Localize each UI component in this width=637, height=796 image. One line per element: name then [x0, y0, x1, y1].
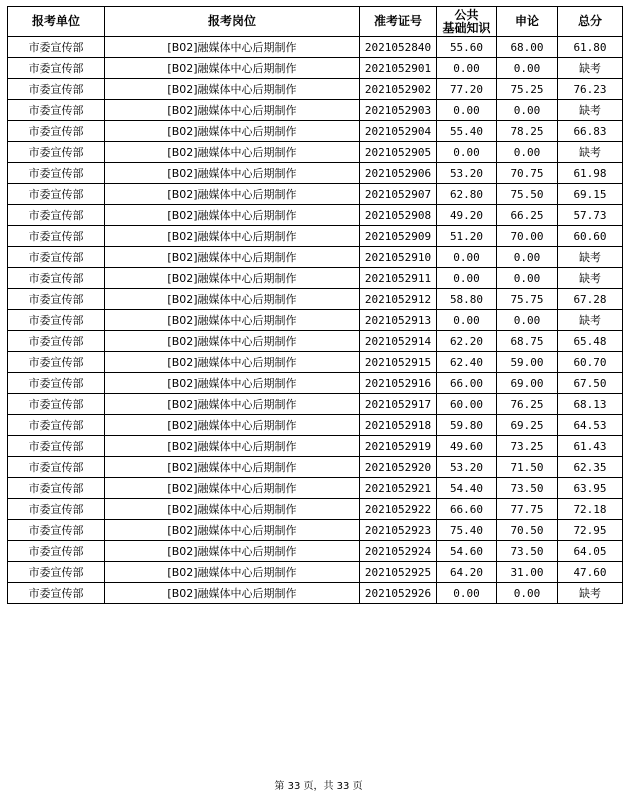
cell-basic-knowledge: 66.00 [437, 373, 497, 394]
cell-post: [B02]融媒体中心后期制作 [105, 541, 360, 562]
cell-unit: 市委宣传部 [8, 58, 105, 79]
cell-total: 64.53 [558, 415, 623, 436]
cell-exam-number: 2021052840 [360, 37, 437, 58]
table-row [8, 541, 623, 562]
table-row [8, 79, 623, 100]
cell-exam-number: 2021052910 [360, 247, 437, 268]
cell-total: 缺考 [558, 100, 623, 121]
cell-basic-knowledge: 0.00 [437, 100, 497, 121]
table-row [8, 121, 623, 142]
table-row [8, 247, 623, 268]
cell-essay: 0.00 [497, 583, 558, 604]
cell-exam-number: 2021052906 [360, 163, 437, 184]
cell-post: [B02]融媒体中心后期制作 [105, 352, 360, 373]
cell-basic-knowledge: 62.20 [437, 331, 497, 352]
cell-total: 缺考 [558, 310, 623, 331]
cell-exam-number: 2021052915 [360, 352, 437, 373]
cell-unit: 市委宣传部 [8, 478, 105, 499]
cell-unit: 市委宣传部 [8, 100, 105, 121]
cell-basic-knowledge: 55.40 [437, 121, 497, 142]
cell-essay: 73.50 [497, 478, 558, 499]
cell-exam-number: 2021052905 [360, 142, 437, 163]
cell-total: 61.98 [558, 163, 623, 184]
table-row [8, 373, 623, 394]
cell-basic-knowledge: 75.40 [437, 520, 497, 541]
cell-exam-number: 2021052916 [360, 373, 437, 394]
cell-total: 60.70 [558, 352, 623, 373]
cell-post: [B02]融媒体中心后期制作 [105, 394, 360, 415]
cell-essay: 73.25 [497, 436, 558, 457]
cell-essay: 70.75 [497, 163, 558, 184]
cell-exam-number: 2021052925 [360, 562, 437, 583]
cell-exam-number: 2021052911 [360, 268, 437, 289]
cell-basic-knowledge: 0.00 [437, 268, 497, 289]
cell-total: 61.80 [558, 37, 623, 58]
cell-post: [B02]融媒体中心后期制作 [105, 247, 360, 268]
cell-essay: 68.75 [497, 331, 558, 352]
cell-total: 62.35 [558, 457, 623, 478]
cell-post: [B02]融媒体中心后期制作 [105, 100, 360, 121]
cell-basic-knowledge: 0.00 [437, 310, 497, 331]
cell-total: 缺考 [558, 58, 623, 79]
cell-post: [B02]融媒体中心后期制作 [105, 331, 360, 352]
cell-unit: 市委宣传部 [8, 373, 105, 394]
cell-exam-number: 2021052918 [360, 415, 437, 436]
cell-post: [B02]融媒体中心后期制作 [105, 205, 360, 226]
cell-essay: 75.25 [497, 79, 558, 100]
cell-exam-number: 2021052902 [360, 79, 437, 100]
header-row [8, 7, 623, 37]
cell-essay: 71.50 [497, 457, 558, 478]
cell-total: 65.48 [558, 331, 623, 352]
cell-unit: 市委宣传部 [8, 394, 105, 415]
cell-basic-knowledge: 0.00 [437, 58, 497, 79]
cell-post: [B02]融媒体中心后期制作 [105, 583, 360, 604]
cell-unit: 市委宣传部 [8, 37, 105, 58]
cell-exam-number: 2021052909 [360, 226, 437, 247]
cell-post: [B02]融媒体中心后期制作 [105, 163, 360, 184]
cell-post: [B02]融媒体中心后期制作 [105, 499, 360, 520]
cell-post: [B02]融媒体中心后期制作 [105, 226, 360, 247]
cell-exam-number: 2021052904 [360, 121, 437, 142]
cell-post: [B02]融媒体中心后期制作 [105, 415, 360, 436]
cell-basic-knowledge: 66.60 [437, 499, 497, 520]
cell-exam-number: 2021052926 [360, 583, 437, 604]
cell-basic-knowledge: 49.60 [437, 436, 497, 457]
table-row [8, 310, 623, 331]
cell-unit: 市委宣传部 [8, 142, 105, 163]
cell-exam-number: 2021052923 [360, 520, 437, 541]
cell-essay: 31.00 [497, 562, 558, 583]
cell-post: [B02]融媒体中心后期制作 [105, 520, 360, 541]
cell-unit: 市委宣传部 [8, 583, 105, 604]
cell-unit: 市委宣传部 [8, 541, 105, 562]
cell-total: 76.23 [558, 79, 623, 100]
cell-exam-number: 2021052920 [360, 457, 437, 478]
table-row [8, 331, 623, 352]
cell-essay: 73.50 [497, 541, 558, 562]
cell-basic-knowledge: 55.60 [437, 37, 497, 58]
cell-basic-knowledge: 64.20 [437, 562, 497, 583]
cell-exam-number: 2021052921 [360, 478, 437, 499]
cell-essay: 75.75 [497, 289, 558, 310]
cell-basic-knowledge: 54.40 [437, 478, 497, 499]
cell-essay: 0.00 [497, 100, 558, 121]
cell-basic-knowledge: 77.20 [437, 79, 497, 100]
cell-unit: 市委宣传部 [8, 520, 105, 541]
cell-post: [B02]融媒体中心后期制作 [105, 289, 360, 310]
cell-unit: 市委宣传部 [8, 121, 105, 142]
cell-essay: 70.00 [497, 226, 558, 247]
cell-exam-number: 2021052913 [360, 310, 437, 331]
cell-essay: 78.25 [497, 121, 558, 142]
cell-basic-knowledge: 0.00 [437, 247, 497, 268]
cell-exam-number: 2021052912 [360, 289, 437, 310]
cell-unit: 市委宣传部 [8, 247, 105, 268]
cell-unit: 市委宣传部 [8, 268, 105, 289]
cell-total: 61.43 [558, 436, 623, 457]
cell-unit: 市委宣传部 [8, 436, 105, 457]
cell-total: 63.95 [558, 478, 623, 499]
cell-unit: 市委宣传部 [8, 184, 105, 205]
cell-basic-knowledge: 0.00 [437, 583, 497, 604]
table-row [8, 163, 623, 184]
table-row [8, 415, 623, 436]
cell-total: 72.95 [558, 520, 623, 541]
cell-basic-knowledge: 58.80 [437, 289, 497, 310]
cell-unit: 市委宣传部 [8, 205, 105, 226]
cell-post: [B02]融媒体中心后期制作 [105, 478, 360, 499]
cell-essay: 59.00 [497, 352, 558, 373]
header-basic-knowledge: 公共 基础知识 [437, 7, 497, 37]
table-header [8, 7, 623, 37]
table-row [8, 100, 623, 121]
table-row [8, 499, 623, 520]
table-row [8, 583, 623, 604]
cell-essay: 70.50 [497, 520, 558, 541]
cell-essay: 77.75 [497, 499, 558, 520]
cell-basic-knowledge: 60.00 [437, 394, 497, 415]
cell-unit: 市委宣传部 [8, 79, 105, 100]
cell-essay: 69.00 [497, 373, 558, 394]
cell-exam-number: 2021052914 [360, 331, 437, 352]
cell-exam-number: 2021052901 [360, 58, 437, 79]
cell-total: 64.05 [558, 541, 623, 562]
cell-basic-knowledge: 51.20 [437, 226, 497, 247]
cell-total: 57.73 [558, 205, 623, 226]
cell-total: 72.18 [558, 499, 623, 520]
cell-essay: 68.00 [497, 37, 558, 58]
cell-essay: 75.50 [497, 184, 558, 205]
cell-essay: 69.25 [497, 415, 558, 436]
cell-post: [B02]融媒体中心后期制作 [105, 79, 360, 100]
cell-unit: 市委宣传部 [8, 289, 105, 310]
cell-essay: 66.25 [497, 205, 558, 226]
table-row [8, 289, 623, 310]
table-row [8, 520, 623, 541]
cell-essay: 0.00 [497, 268, 558, 289]
cell-exam-number: 2021052922 [360, 499, 437, 520]
header-essay: 申论 [497, 7, 558, 37]
table-row [8, 58, 623, 79]
cell-post: [B02]融媒体中心后期制作 [105, 121, 360, 142]
table-row [8, 226, 623, 247]
cell-post: [B02]融媒体中心后期制作 [105, 37, 360, 58]
table-row [8, 268, 623, 289]
cell-total: 缺考 [558, 247, 623, 268]
cell-post: [B02]融媒体中心后期制作 [105, 184, 360, 205]
cell-unit: 市委宣传部 [8, 352, 105, 373]
cell-exam-number: 2021052907 [360, 184, 437, 205]
cell-total: 47.60 [558, 562, 623, 583]
cell-total: 缺考 [558, 268, 623, 289]
table-row [8, 394, 623, 415]
cell-exam-number: 2021052908 [360, 205, 437, 226]
cell-total: 60.60 [558, 226, 623, 247]
cell-unit: 市委宣传部 [8, 310, 105, 331]
cell-post: [B02]融媒体中心后期制作 [105, 436, 360, 457]
cell-essay: 0.00 [497, 310, 558, 331]
cell-post: [B02]融媒体中心后期制作 [105, 373, 360, 394]
table-row [8, 352, 623, 373]
cell-post: [B02]融媒体中心后期制作 [105, 268, 360, 289]
cell-total: 缺考 [558, 142, 623, 163]
cell-essay: 0.00 [497, 58, 558, 79]
table-row [8, 457, 623, 478]
cell-basic-knowledge: 54.60 [437, 541, 497, 562]
cell-exam-number: 2021052919 [360, 436, 437, 457]
cell-total: 67.28 [558, 289, 623, 310]
cell-post: [B02]融媒体中心后期制作 [105, 562, 360, 583]
cell-post: [B02]融媒体中心后期制作 [105, 457, 360, 478]
header-unit: 报考单位 [8, 7, 105, 37]
cell-basic-knowledge: 62.80 [437, 184, 497, 205]
cell-unit: 市委宣传部 [8, 457, 105, 478]
cell-basic-knowledge: 49.20 [437, 205, 497, 226]
cell-post: [B02]融媒体中心后期制作 [105, 310, 360, 331]
cell-unit: 市委宣传部 [8, 331, 105, 352]
table-row [8, 142, 623, 163]
header-total: 总分 [558, 7, 623, 37]
cell-total: 缺考 [558, 583, 623, 604]
table-row [8, 184, 623, 205]
table-row [8, 205, 623, 226]
cell-unit: 市委宣传部 [8, 499, 105, 520]
table-row [8, 562, 623, 583]
cell-exam-number: 2021052917 [360, 394, 437, 415]
cell-basic-knowledge: 62.40 [437, 352, 497, 373]
table-body [8, 37, 623, 604]
cell-total: 66.83 [558, 121, 623, 142]
cell-essay: 0.00 [497, 142, 558, 163]
cell-exam-number: 2021052903 [360, 100, 437, 121]
cell-post: [B02]融媒体中心后期制作 [105, 58, 360, 79]
cell-exam-number: 2021052924 [360, 541, 437, 562]
cell-total: 68.13 [558, 394, 623, 415]
cell-essay: 0.00 [497, 247, 558, 268]
header-post: 报考岗位 [105, 7, 360, 37]
table-row [8, 478, 623, 499]
cell-total: 69.15 [558, 184, 623, 205]
header-exam-number: 准考证号 [360, 7, 437, 37]
table-row [8, 436, 623, 457]
cell-total: 67.50 [558, 373, 623, 394]
table-row [8, 37, 623, 58]
cell-unit: 市委宣传部 [8, 415, 105, 436]
cell-basic-knowledge: 59.80 [437, 415, 497, 436]
cell-basic-knowledge: 0.00 [437, 142, 497, 163]
cell-unit: 市委宣传部 [8, 226, 105, 247]
cell-unit: 市委宣传部 [8, 562, 105, 583]
score-table [7, 6, 623, 604]
cell-essay: 76.25 [497, 394, 558, 415]
page-footer: 第 33 页，共 33 页 [274, 781, 363, 792]
cell-post: [B02]融媒体中心后期制作 [105, 142, 360, 163]
cell-unit: 市委宣传部 [8, 163, 105, 184]
cell-basic-knowledge: 53.20 [437, 163, 497, 184]
cell-basic-knowledge: 53.20 [437, 457, 497, 478]
